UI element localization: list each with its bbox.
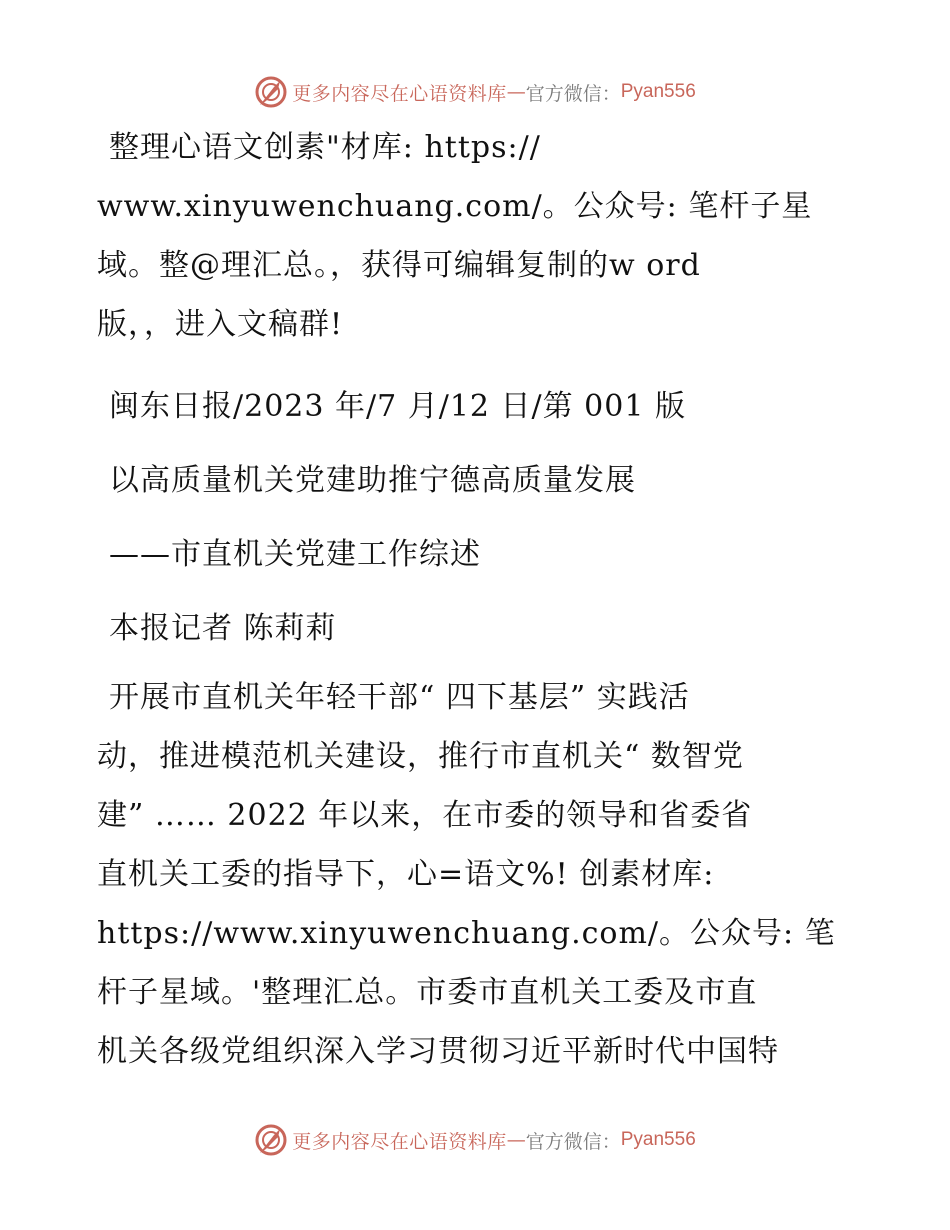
body-line-6: 杆子星域。'整理汇总。市委市直机关工委及市直 bbox=[97, 975, 758, 1010]
footer-banner bbox=[0, 1120, 950, 1160]
byline: 本报记者 陈莉莉 bbox=[109, 611, 337, 646]
banner-slogan: 更多内容尽在心语资料库 bbox=[292, 1130, 507, 1153]
body-line-4: 直机关工委的指导下，心=语文%! 创素材库: bbox=[97, 857, 715, 892]
banner-separator: — bbox=[506, 81, 526, 103]
article-subtitle: ——市直机关党建工作综述 bbox=[109, 537, 481, 572]
body-line-3: 建” …… 2022 年以来，在市委的领导和省委省 bbox=[97, 798, 753, 833]
intro-line-2: www.xinyuwenchuang.com/。公众号: 笔杆子星 bbox=[97, 189, 813, 224]
source-line: 闽东日报/2023 年/7 月/12 日/第 001 版 bbox=[109, 389, 686, 424]
intro-line-3: 域。整@理汇总。，获得可编辑复制的w ord bbox=[97, 248, 701, 283]
banner-slogan: 更多内容尽在心语资料库 bbox=[292, 82, 507, 105]
intro-line-4: 版，，进入文稿群! bbox=[97, 307, 344, 342]
body-line-2: 动，推进模范机关建设，推行市直机关“ 数智党 bbox=[97, 739, 744, 774]
intro-line-1: 整理心语文创素"材库: https:// bbox=[109, 130, 541, 165]
body-line-7: 机关各级党组织深入学习贯彻习近平新时代中国特 bbox=[97, 1034, 779, 1069]
body-line-1: 开展市直机关年轻干部“ 四下基层” 实践活 bbox=[109, 680, 690, 715]
document-body bbox=[97, 118, 857, 1081]
banner-wechat-label: 官方微信： bbox=[525, 1130, 621, 1153]
article-paragraph bbox=[97, 668, 857, 1081]
banner-wechat-id: Pyan556 bbox=[620, 1129, 696, 1150]
quill-logo-icon bbox=[254, 1123, 288, 1157]
quill-logo-icon bbox=[254, 75, 288, 109]
article-title: 以高质量机关党建助推宁德高质量发展 bbox=[109, 463, 636, 498]
body-line-5: https://www.xinyuwenchuang.com/。公众号: 笔 bbox=[97, 916, 836, 951]
banner-wechat-id: Pyan556 bbox=[620, 81, 696, 102]
intro-block bbox=[97, 118, 857, 354]
banner-wechat-label: 官方微信： bbox=[525, 82, 621, 105]
header-banner bbox=[0, 72, 950, 112]
banner-separator: — bbox=[506, 1129, 526, 1151]
